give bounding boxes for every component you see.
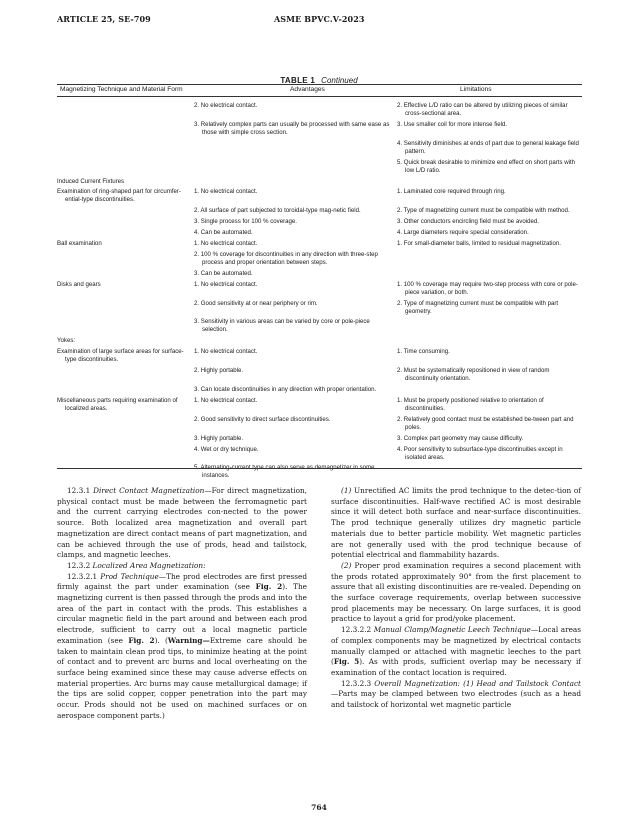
advantage-cell: 3. Single process for 100 % coverage.	[194, 218, 297, 226]
limitation-cell: 1. Time consuming.	[397, 348, 450, 356]
table-row	[57, 281, 582, 300]
table-row	[57, 159, 582, 178]
advantage-cell: 1. No electrical contact.	[194, 280, 258, 288]
advantage-cell: 2. Highly portable.	[194, 367, 244, 375]
advantage-cell: 5. Alternating-current type can also serve as demagnetizer in some instances.	[194, 464, 375, 480]
advantage-cell: 3. Highly portable.	[194, 434, 244, 442]
figure-reference[interactable]: Fig. 2	[128, 635, 155, 645]
advantage-cell: 3. Sensitivity in various areas can be varied by core or pole-piece selection.	[194, 318, 370, 334]
limitation-cell	[397, 251, 582, 270]
column-header-technique: Magnetizing Technique and Material Form	[60, 86, 183, 93]
technique-cell: Examination of large surface areas for surface-type discontinuities.	[57, 348, 184, 364]
limitation-cell: 1. Laminated core required through ring.	[397, 188, 506, 196]
advantage-cell: 2. No electrical contact.	[194, 102, 258, 109]
technique-cell	[57, 367, 194, 386]
column-header-limitations: Limitations	[460, 86, 492, 93]
body-column-right	[331, 486, 581, 711]
technique-cell	[57, 386, 194, 397]
table-row	[57, 251, 582, 270]
technique-cell	[57, 416, 194, 435]
technique-cell	[57, 207, 194, 218]
table-row	[57, 318, 582, 337]
advantage-cell: 2. Good sensitivity at or near periphery or rim.	[194, 299, 318, 307]
table-label: TABLE 1	[280, 76, 316, 85]
paragraph-12-3-2-3: 12.3.2.3 Overall Magnetization: (1) Head and Tailstock Contact—Parts may be clamped between two electrodes (such as a head and tailstock of horizontal wet magnetic particle	[331, 678, 581, 710]
paragraph-12-3-1: 12.3.1 Direct Contact Magnetization—For direct magnetization, physical contact must be made between the ferromagnetic part and the current carrying electrodes con-nected to the power source. Both localized area magnetization and overall part magnetization are direct contact means of part magnetization, and can be achieved through the use of prods, head and tailstock, clamps, and magnetic leeches.	[57, 486, 307, 560]
technique-cell	[57, 159, 194, 178]
technique-cell	[57, 218, 194, 229]
limitation-cell: 4. Sensitivity diminishes at ends of part due to general leakage field pattern.	[397, 139, 579, 155]
warning-label: Warning—	[167, 635, 210, 645]
technique-cell	[57, 140, 194, 159]
paragraph-12-3-2-2: 12.3.2.2 Manual Clamp/Magnetic Leech Technique—Local areas of complex components may be magnetized by electrical contacts manually clamped or attached with magnetic leeches to the part (Fig. 5). As with prods, sufficient overlap may be necessary if examination of the contact location is required.	[331, 625, 581, 677]
table-row	[57, 140, 582, 159]
table-row	[57, 348, 582, 367]
limitation-cell: 2. Effective L/D ratio can be altered by utilizing pieces of similar cross-sectional area.	[397, 102, 568, 117]
advantage-cell: 1. No electrical contact.	[194, 396, 258, 404]
table-row	[57, 446, 582, 465]
page-number: 764	[311, 803, 327, 812]
column-header-advantages: Advantages	[290, 86, 325, 93]
limitation-cell: 1. Must be properly positioned relative to orientation of discontinuities.	[397, 396, 544, 412]
limitation-cell: 3. Other conductors encircling field must be avoided.	[397, 218, 539, 226]
table-row	[57, 188, 582, 207]
technique-cell: Examination of ring-shaped part for circumfer-ential-type discontinuities.	[57, 188, 181, 204]
table-continued: Continued	[321, 76, 358, 85]
limitation-cell: 5. Quick break desirable to minimize end effect on short parts with low L/D ratio.	[397, 158, 576, 174]
technique-cell: Induced Current Fixtures	[57, 177, 125, 185]
table-row	[57, 229, 582, 240]
limitation-cell	[397, 318, 582, 337]
advantage-cell: 4. Can be automated.	[194, 229, 253, 237]
table-row	[57, 102, 582, 121]
technique-cell: Ball examination	[57, 240, 102, 248]
limitation-cell	[397, 337, 582, 348]
table-row	[57, 218, 582, 229]
paragraph-item-1: (1) Unrectified AC limits the prod technique to the detec-tion of surface discontinuities. Half-wave rectified AC is most desirable since it will detect both surface and near-surface discontinuities. The prod technique generally utilizes dry magnetic particle materials due to better particle mobility. Wet magnetic particles are not generally used with the prod technique because of potential electrical and flammability hazards.	[331, 486, 581, 560]
advantage-cell	[194, 337, 397, 348]
advantage-cell: 1. No electrical contact.	[194, 188, 258, 196]
technique-cell: Yokes:	[57, 337, 76, 345]
advantage-cell: 2. All surface of part subjected to toroidal-type mag-netic field.	[194, 207, 361, 215]
technique-cell: Disks and gears	[57, 280, 101, 288]
limitation-cell	[397, 178, 582, 189]
table-row	[57, 435, 582, 446]
limitation-cell: 2. Type of magnetizing current must be compatible with part geometry.	[397, 299, 559, 315]
technique-cell	[57, 270, 194, 281]
figure-reference[interactable]: Fig. 5	[333, 657, 360, 667]
advantage-cell: 2. Good sensitivity to direct surface discontinuities.	[194, 415, 331, 423]
limitation-cell: 1. For small-diameter balls, limited to residual magnetization.	[397, 240, 561, 248]
limitation-cell: 3. Use smaller coil for more intense field.	[397, 120, 508, 128]
table-row	[57, 240, 582, 251]
limitation-cell: 4. Large diameters require special consideration.	[397, 229, 529, 237]
technique-cell	[57, 318, 194, 337]
advantage-cell: 2. 100 % coverage for discontinuities in any direction with three-step process and proper orientation between steps.	[194, 250, 378, 266]
table-header-rule	[57, 96, 582, 97]
advantage-cell: 1. No electrical contact.	[194, 348, 258, 356]
limitation-cell: 4. Poor sensitivity to subsurface-type discontinuities except in isolated areas.	[397, 445, 563, 461]
table-bottom-rule	[57, 468, 582, 469]
table-row	[57, 337, 582, 348]
limitation-cell: 2. Type of magnetizing current must be compatible with method.	[397, 207, 570, 215]
technique-cell: Miscellaneous parts requiring examination of localized areas.	[57, 396, 178, 412]
technique-cell	[57, 300, 194, 319]
table-row	[57, 386, 582, 397]
running-header-code: ASME BPVC.V-2023	[274, 14, 365, 24]
limitation-cell: 2. Must be systematically repositioned in view of random discontinuity orientation.	[397, 367, 550, 383]
advantage-cell	[194, 140, 397, 159]
advantage-cell: 3. Relatively complex parts can usually be processed with same ease as those with simple cross section.	[194, 120, 390, 136]
table-row	[57, 121, 582, 140]
running-header-article: ARTICLE 25, SE-709	[57, 14, 151, 24]
table-top-rule	[57, 84, 582, 85]
advantage-cell: 1. No electrical contact.	[194, 240, 258, 248]
paragraph-12-3-2: 12.3.2 Localized Area Magnetization:	[67, 560, 206, 570]
technique-cell	[57, 121, 194, 140]
table-row	[57, 367, 582, 386]
limitation-cell: 1. 100 % coverage may require two-step process with core or pole-piece variation, or both.	[397, 280, 578, 296]
advantage-cell: 3. Can locate discontinuities in any direction with proper orientation.	[194, 386, 377, 394]
paragraph-item-2: (2) Proper prod examination requires a second placement with the prods rotated approximately 90° from the first placement to assure that all existing discontinuities are re-vealed. Depending on the surface coverage requirements, overlap between successive prod placements may be necessary. On large surfaces, it is good practice to layout a grid for prod/yoke placement.	[331, 560, 581, 624]
advantage-cell: 3. Can be automated.	[194, 269, 253, 277]
body-column-left	[57, 486, 307, 721]
limitation-cell: 2. Relatively good contact must be established be-tween part and poles.	[397, 415, 574, 431]
figure-reference[interactable]: Fig. 2	[255, 582, 283, 592]
table-row	[57, 178, 582, 189]
technique-cell	[57, 251, 194, 270]
advantage-cell	[194, 178, 397, 189]
magnetizing-technique-table	[57, 102, 582, 483]
limitation-cell: 3. Complex part geometry may cause difficulty.	[397, 434, 524, 442]
technique-cell	[57, 435, 194, 446]
technique-cell	[57, 102, 194, 121]
paragraph-12-3-2-1: 12.3.2.1 Prod Technique—The prod electrodes are first pressed firmly against the part under examination (see Fig. 2). The magnetizing current is then passed through the prods and into the area of the part in contact with the prods. This establishes a circular magnetic field in the part around and between each prod electrode, sufficient to carry out a local magnetic particle examination (see Fig. 2). (Warning—Extreme care should be taken to maintain clean prod tips, to minimize heating at the point of contact and to prevent arc burns and local overheating on the surface being examined since these may cause adverse effects on material properties. Arc burns may cause metallurgical damage; if the tips are solid copper, copper penetration into the part may occur. Prods should not be used on machined surfaces or on aerospace component parts.)	[57, 571, 307, 720]
advantage-cell	[194, 159, 397, 178]
technique-cell	[57, 229, 194, 240]
limitation-cell	[397, 270, 582, 281]
advantage-cell: 4. Wet or dry technique.	[194, 445, 259, 453]
limitation-cell	[397, 386, 582, 397]
table-row	[57, 397, 582, 416]
table-row	[57, 270, 582, 281]
table-row	[57, 300, 582, 319]
table-row	[57, 207, 582, 218]
technique-cell	[57, 446, 194, 465]
table-row	[57, 416, 582, 435]
